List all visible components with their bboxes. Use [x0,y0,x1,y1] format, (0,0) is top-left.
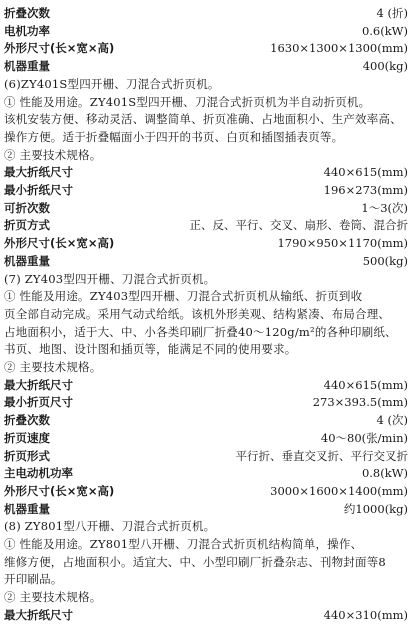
text-line: ① 性能及用途。ZY403型四开栅、刀混合式折页机从输纸、折页到收 [4,289,363,304]
text-line: ① 性能及用途。ZY401S型四开栅、刀混合式折页机为半自动折页机。 [4,94,371,109]
spec-value: 3000×1600×1400(mm) [270,483,408,498]
text-line: 操作方便。适于折叠幅面小于四开的书页、白页和插图插表页等。 [4,129,344,144]
spec-label: 最小折页尺寸 [4,395,73,410]
spec-label: 折页方式 [4,218,50,233]
spec-label: 折页速度 [4,430,50,445]
text-line: ② 主要技术规格。 [4,360,102,374]
spec-label: 外形尺寸(长×宽×高) [4,483,115,498]
spec-value: 约1000(kg) [343,501,408,516]
text-line: (8) ZY801型八开栅、刀混合式折页机。 [4,519,216,534]
spec-label: 可折次数 [4,200,50,215]
spec-value: 4 (次) [376,413,408,428]
spec-label: 折页形式 [4,448,50,463]
text-line: 书页、地图、设计图和插页等，能满足不同的使用要求。 [4,342,297,357]
spec-value: 1～3(次) [361,200,408,215]
text-line: 开印刷品。 [4,572,63,587]
spec-label: 折叠次数 [4,413,50,428]
text-line: ① 性能及用途。ZY801型八开栅、刀混合式折页机结构简单，操作、 [4,537,363,551]
text-line: ② 主要技术规格。 [4,590,102,605]
spec-row [4,605,408,625]
spec-value: 正、反、平行、交叉、扇形、卷筒、混合折 [189,218,408,233]
spec-value: 平行折、垂直交叉折、平行交叉折 [235,448,408,463]
text-line: 该机安装方便、移动灵活、调整简单、折页准确、占地面积小、生产效率高、 [4,112,402,127]
spec-label: 最大折纸尺寸 [4,607,73,622]
spec-label: 机器重量 [4,253,50,268]
text-line: 占地面积小，适于大、中、小各类印刷厂折叠40～120g/m²的各种印刷纸、 [4,324,397,339]
spec-value: 440×615(mm) [323,165,408,180]
spec-value: 400(kg) [362,59,408,74]
spec-value: 40～80(张/min) [320,430,408,445]
spec-label: 最小折纸尺寸 [4,183,73,197]
spec-label: 外形尺寸(长×宽×高) [4,41,115,56]
spec-value: 440×615(mm) [323,377,408,392]
text-line: ② 主要技术规格。 [4,147,102,162]
spec-label: 主电动机功率 [4,466,73,481]
spec-label: 机器重量 [4,59,50,74]
spec-label: 最大折纸尺寸 [4,165,73,180]
text-line: (6)ZY401S型四开栅、刀混合式折页机。 [4,76,220,91]
spec-label: 机器重量 [4,501,50,516]
spec-value: 440×310(mm) [323,607,408,622]
spec-value: 4 (折) [376,6,408,20]
spec-value: 196×273(mm) [323,183,408,197]
spec-label: 外形尺寸(长×宽×高) [4,236,115,251]
spec-value: 1630×1300×1300(mm) [270,41,408,56]
spec-label: 折叠次数 [4,6,50,20]
spec-label: 电机功率 [4,23,50,38]
text-line: 页全部自动完成。采用气动式给纸。该机外形美观、结构紧凑、布局合理、 [4,306,391,321]
spec-value: 273×393.5(mm) [312,395,408,410]
text-line: (7) ZY403型四开栅、刀混合式折页机。 [4,271,216,286]
spec-value: 0.6(kW) [361,23,408,38]
spec-value: 500(kg) [362,253,408,268]
spec-value: 1790×950×1170(mm) [277,236,408,251]
text-line: 维修方便，占地面积小。适宜大、中、小型印刷厂折叠杂志、刊物封面等8 [4,554,386,569]
spec-value: 0.8(kW) [361,466,408,481]
spec-label: 最大折纸尺寸 [4,377,73,392]
